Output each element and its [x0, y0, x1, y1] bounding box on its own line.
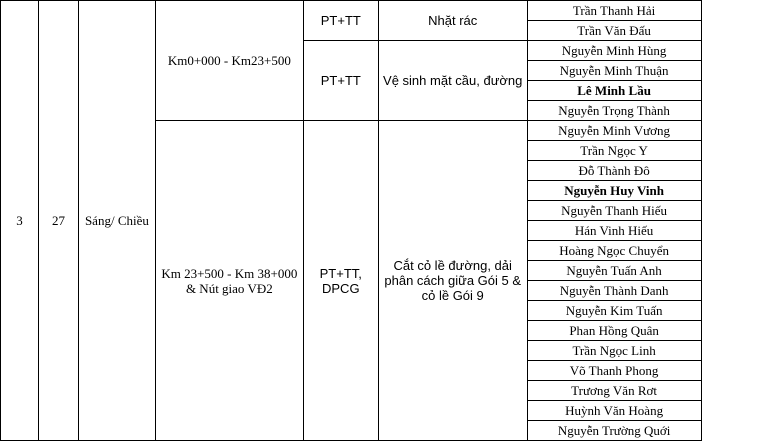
person-name-cell: Nguyễn Huy Vinh — [527, 181, 701, 201]
task-code-cell: PT+TT, DPCG — [303, 121, 378, 441]
task-code-cell: PT+TT — [303, 41, 378, 121]
task-job-cell: Cắt cỏ lề đường, dải phân cách giữa Gói 5 & cỏ lề Gói 9 — [378, 121, 527, 441]
person-name-cell: Trần Thanh Hải — [527, 1, 701, 21]
person-name-cell: Nguyễn Minh Thuận — [527, 61, 701, 81]
empty-cell — [701, 1, 778, 441]
task-job-cell: Nhặt rác — [378, 1, 527, 41]
person-name-cell: Nguyễn Thành Danh — [527, 281, 701, 301]
task-job-cell: Vệ sinh mặt cầu, đường — [378, 41, 527, 121]
task-code-cell: PT+TT — [303, 1, 378, 41]
person-name-cell: Hán Vinh Hiếu — [527, 221, 701, 241]
person-name-cell: Nguyễn Kim Tuấn — [527, 301, 701, 321]
person-name-cell: Trần Ngọc Y — [527, 141, 701, 161]
person-name-cell: Đỗ Thành Đô — [527, 161, 701, 181]
person-name-cell: Nguyễn Minh Vương — [527, 121, 701, 141]
number-cell: 27 — [38, 1, 78, 441]
route-cell: Km 23+500 - Km 38+000 & Nút giao VĐ2 — [155, 121, 303, 441]
shift-cell: Sáng/ Chiều — [78, 1, 155, 441]
person-name-cell: Trần Ngọc Linh — [527, 341, 701, 361]
person-name-cell: Nguyễn Minh Hùng — [527, 41, 701, 61]
person-name-cell: Nguyễn Trọng Thành — [527, 101, 701, 121]
stt-cell: 3 — [1, 1, 39, 441]
person-name-cell: Nguyễn Thanh Hiếu — [527, 201, 701, 221]
person-name-cell: Huỳnh Văn Hoàng — [527, 401, 701, 421]
person-name-cell: Lê Minh Lầu — [527, 81, 701, 101]
person-name-cell: Phan Hồng Quân — [527, 321, 701, 341]
table-body — [1, 1, 778, 441]
person-name-cell: Trương Văn Rơt — [527, 381, 701, 401]
person-name-cell: Võ Thanh Phong — [527, 361, 701, 381]
person-name-cell: Nguyễn Tuấn Anh — [527, 261, 701, 281]
table-row — [1, 1, 778, 21]
person-name-cell: Nguyễn Trường Quới — [527, 421, 701, 441]
person-name-cell: Hoàng Ngọc Chuyển — [527, 241, 701, 261]
route-cell: Km0+000 - Km23+500 — [155, 1, 303, 121]
person-name-cell: Trần Văn Đấu — [527, 21, 701, 41]
